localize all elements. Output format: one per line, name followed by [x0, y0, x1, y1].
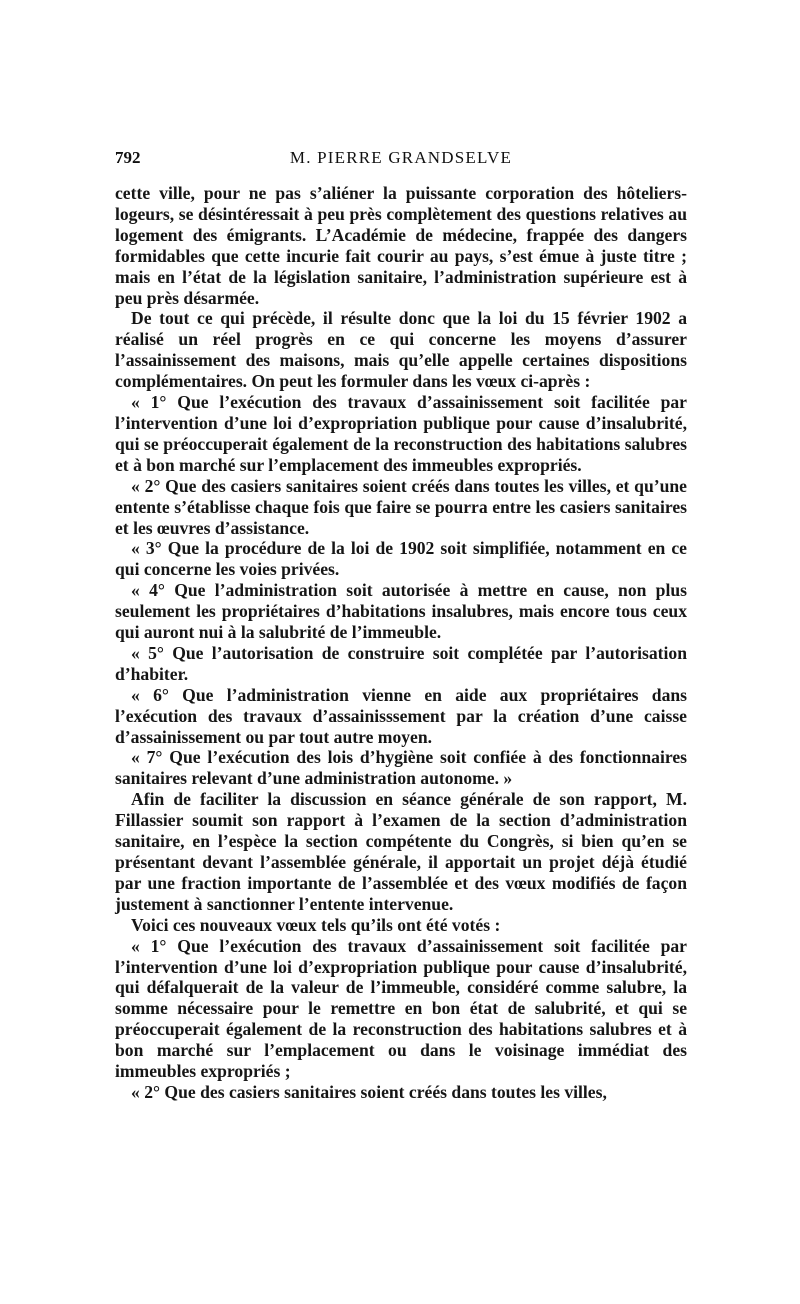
paragraph: Afin de faciliter la discussion en séance générale de son rapport, M. Fillassier soumit son rapport à l’examen de la section d’administration sanitaire, en l’espèce la section compétente du Congrès, si bien qu’en se présentant devant l’assemblée générale, il apportait un projet déjà étudié par une fraction importante de l’assemblée et des vœux modifiés de façon justement à sanctionner l’entente intervenue. [115, 789, 687, 914]
wish-item: « 3° Que la procédure de la loi de 1902 soit simplifiée, notamment en ce qui concerne les voies privées. [115, 538, 687, 580]
wish-item: « 1° Que l’exécution des travaux d’assainissement soit facilitée par l’intervention d’une loi d’expropriation publique pour cause d’insalubrité, qui se préoccuperait également de la reconstruction des habitations salubres et à bon marché sur l’emplacement des immeubles expropriés. [115, 392, 687, 475]
page-header [115, 148, 687, 178]
wish-item: « 2° Que des casiers sanitaires soient créés dans toutes les villes, [131, 1081, 607, 1102]
paragraph: De tout ce qui précède, il résulte donc que la loi du 15 février 1902 a réalisé un réel progrès en ce qui concerne les moyens d’assurer l’assainissement des maisons, mais qu’elle appelle certaines dispositions complémentaires. On peut les formuler dans les vœux ci-après : [115, 308, 687, 392]
wish-item: « 7° Que l’exécution des lois d’hygiène soit confiée à des fonctionnaires sanitaires relevant d’une administration autonome. » [115, 747, 687, 789]
body-text [115, 183, 687, 1103]
wish-item: « 5° Que l’autorisation de construire soit complétée par l’autorisation d’habiter. [115, 642, 687, 684]
wish-item: « 6° Que l’administration vienne en aide aux propriétaires dans l’exécution des travaux d’assainisssement par la création d’une caisse d’assainissement ou par tout autre moyen. [115, 684, 687, 747]
paragraph: cette ville, pour ne pas s’aliéner la puissante corporation des hôteliers-logeurs, se désintéressait à peu près complètement des questions relatives au logement des émigrants. L’Académie de médecine, frappée des dangers formidables que cette incurie fait courir au pays, s’est émue à juste titre ; mais en l’état de la législation sanitaire, l’administration supérieure est à peu près désarmée. [115, 183, 687, 308]
running-title: M. PIERRE GRANDSELVE [289, 148, 513, 167]
wish-item: « 2° Que des casiers sanitaires soient créés dans toutes les villes, et qu’une entente s’établisse chaque fois que faire se pourra entre les casiers sanitaires et les œuvres d’assistance. [115, 475, 687, 538]
wish-item: « 1° Que l’exécution des travaux d’assainissement soit facilitée par l’intervention d’une loi d’expropriation publique pour cause d’insalubrité, qui défalquerait de la valeur de l’immeuble, considéré comme salubre, la somme nécessaire pour le remettre en bon état de salubrité, et qui se préoccuperait également de la reconstruction des habitations salubres et à bon marché sur l’emplacement ou dans le voisinage immédiat des immeubles expropriés ; [115, 935, 687, 1082]
wish-item: « 4° Que l’administration soit autorisée à mettre en cause, non plus seulement les propriétaires d’habitations insalubres, mais encore tous ceux qui auront nui à la salubrité de l’immeuble. [115, 580, 687, 643]
page-number: 792 [115, 148, 141, 167]
paragraph: Voici ces nouveaux vœux tels qu’ils ont été votés : [131, 914, 501, 935]
